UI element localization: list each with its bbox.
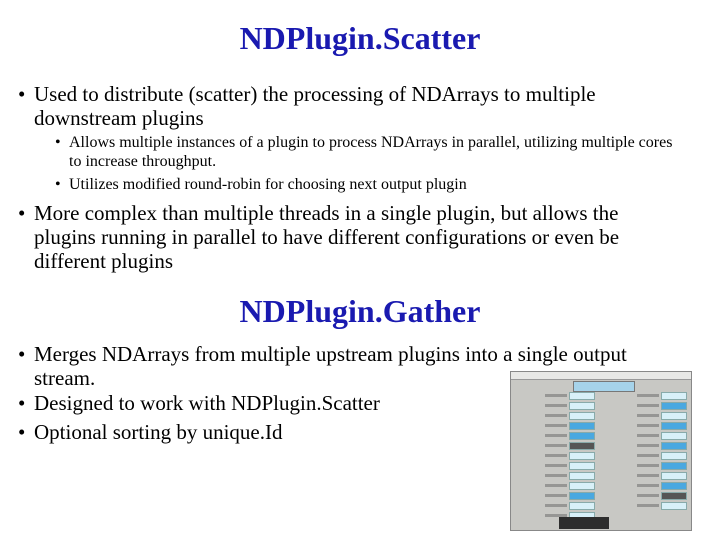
bullet-text: Utilizes modified round-robin for choosing next output plugin: [69, 176, 467, 193]
bullet-text: Optional sorting by unique.Id: [34, 420, 283, 444]
scatter-title: NDPlugin.Scatter: [239, 20, 481, 56]
sub-bullet-scatter-1: [55, 133, 675, 171]
bullet-scatter-2: [18, 201, 678, 273]
bullet-text: Designed to work with NDPlugin.Scatter: [34, 391, 380, 415]
bullet-marker: •: [55, 176, 61, 193]
gather-gui-screenshot: [510, 371, 692, 531]
bullet-scatter-1: [18, 82, 678, 130]
bullet-marker: •: [55, 134, 61, 151]
bullet-text: Used to distribute (scatter) the processing of NDArrays to multiple downstream plugins: [34, 82, 596, 130]
bullet-text: More complex than multiple threads in a single plugin, but allows the plugins running in parallel to have different configurations or even be different plugins: [34, 201, 620, 273]
bullet-gather-3: [18, 420, 498, 444]
screenshot-status-area: [559, 517, 609, 529]
sub-bullet-scatter-2: [55, 175, 675, 194]
bullet-text: Allows multiple instances of a plugin to process NDArrays in parallel, utilizing multiple cores to increase throughput.: [69, 134, 673, 170]
bullet-marker: •: [18, 391, 26, 415]
screenshot-titlebar: [511, 372, 691, 380]
bullet-marker: •: [18, 342, 26, 366]
bullet-marker: •: [18, 201, 26, 225]
bullet-marker: •: [18, 420, 26, 444]
screenshot-header: [573, 381, 635, 392]
bullet-text: Merges NDArrays from multiple upstream plugins into a single output stream.: [34, 342, 627, 390]
screenshot-left-column: [515, 392, 595, 522]
bullet-marker: •: [18, 82, 26, 106]
screenshot-right-column: [603, 392, 687, 512]
gather-title: NDPlugin.Gather: [239, 293, 481, 329]
bullet-gather-2: [18, 391, 498, 415]
